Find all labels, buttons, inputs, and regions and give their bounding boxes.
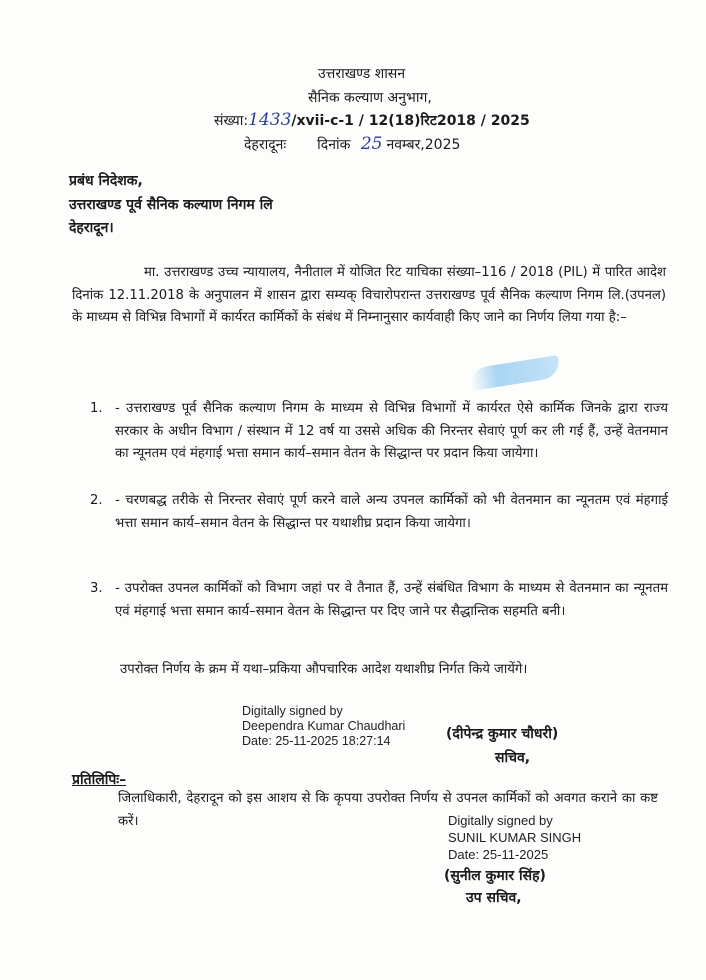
sig2-line3: Date: 25-11-2025 — [448, 847, 549, 862]
copy-text: जिलाधिकारी, देहरादून को इस आशय से कि कृपया उपरोक्त निर्णय से उपनल कार्मिकों को अवगत कराने का कष्ट करें। — [118, 791, 658, 829]
sig2-name-hindi: (सुनील कुमार सिंह) — [444, 868, 546, 884]
digital-signature-1 — [242, 704, 405, 749]
date-handwritten: 25 — [360, 134, 383, 154]
govt-title: उत्तराखण्ड शासन — [318, 66, 406, 82]
sig2-line1: Digitally signed by — [448, 813, 553, 828]
date-label: दिनांक — [317, 137, 351, 153]
place: देहरादूनः — [244, 137, 287, 153]
ref-handwritten: 1433 — [248, 110, 292, 130]
ref-rest: /xvii-c-1 / 12(18)रिट2018 / 2025 — [291, 113, 530, 129]
sig1-name-hindi: (दीपेन्द्र कुमार चौधरी) — [446, 726, 559, 742]
point-3-number: 3. — [90, 581, 103, 596]
addressee-line2: उत्तराखण्ड पूर्व सैनिक कल्याण निगम लि — [69, 197, 273, 213]
highlighter-mark — [469, 355, 561, 391]
point-2-text: - चरणबद्ध तरीके से निरन्तर सेवाएं पूर्ण करने वाले अन्य उपनल कार्मिकों को भी वेतनमान का न्यूनतम एवं मंहगाई भत्ता समान कार्य–समान वेतन के सिद्धान्त पर यथाशीघ्र प्रदान किया जायेगा। — [115, 493, 668, 531]
addressee-line1: प्रबंध निदेशक, — [69, 173, 143, 189]
point-2-number: 2. — [90, 493, 103, 508]
section-name: सैनिक कल्याण अनुभाग, — [308, 90, 432, 106]
sig2-designation: उप सचिव, — [466, 890, 522, 906]
sig1-line3: Date: 25-11-2025 18:27:14 — [242, 734, 391, 748]
point-1-text: - उत्तराखण्ड पूर्व सैनिक कल्याण निगम के माध्यम से विभिन्न विभागों में कार्यरत ऐसे कार्मिक जिनके द्वारा राज्य सरकार के अधीन विभाग / संस्थान में 12 वर्ष या उससे अधिक की निरन्तर सेवाएं पूर्ण कर ली गई हैं, उन्हें वेतनमान का न्यूनतम एवं मंहगाई भत्ता समान कार्य–समान वेतन के सिद्धान्त पर प्रदान किया जायेगा। — [115, 401, 668, 462]
point-1-number: 1. — [90, 401, 103, 416]
place-date — [244, 134, 460, 154]
date-rest: नवम्बर,2025 — [386, 137, 461, 153]
ref-label: संख्या: — [214, 113, 249, 129]
point-3-text: - उपरोक्त उपनल कार्मिकों को विभाग जहां पर वे तैनात हैं, उन्हें संबंधित विभाग के माध्यम से वेतनमान का न्यूनतम एवं मंहगाई भत्ता समान कार्य–समान वेतन के सिद्धान्त पर दिए जाने पर सैद्धान्तिक सहमति बनी। — [115, 581, 668, 619]
copy-label: प्रतिलिपिः– — [72, 772, 127, 788]
reference-number — [214, 110, 530, 130]
closing-paragraph: उपरोक्त निर्णय के क्रम में यथा–प्रकिया औपचारिक आदेश यथाशीघ्र निर्गत किये जायेंगे। — [120, 662, 528, 677]
sig1-line2: Deependra Kumar Chaudhari — [242, 719, 406, 733]
sig1-designation: सचिव, — [495, 750, 531, 766]
digital-signature-2 — [448, 812, 581, 863]
sig2-line2: SUNIL KUMAR SINGH — [448, 830, 582, 845]
addressee-line3: देहरादून। — [69, 220, 114, 236]
sig1-line1: Digitally signed by — [242, 704, 343, 718]
intro-paragraph: मा. उत्तराखण्ड उच्च न्यायालय, नैनीताल में योजित रिट याचिका संख्या–116 / 2018 (PIL) में पारित आदेश दिनांक 12.11.2018 के अनुपालन में शासन द्वारा सम्यक् विचारोपरान्त उत्तराखण्ड पूर्व सैनिक कल्याण निगम लि.(उपनल) के माध्यम से विभिन्न विभागों में कार्यरत कार्मिकों के संबंध में निम्नानुसार कार्यवाही किए जाने का निर्णय लिया गया है:– — [72, 265, 666, 326]
